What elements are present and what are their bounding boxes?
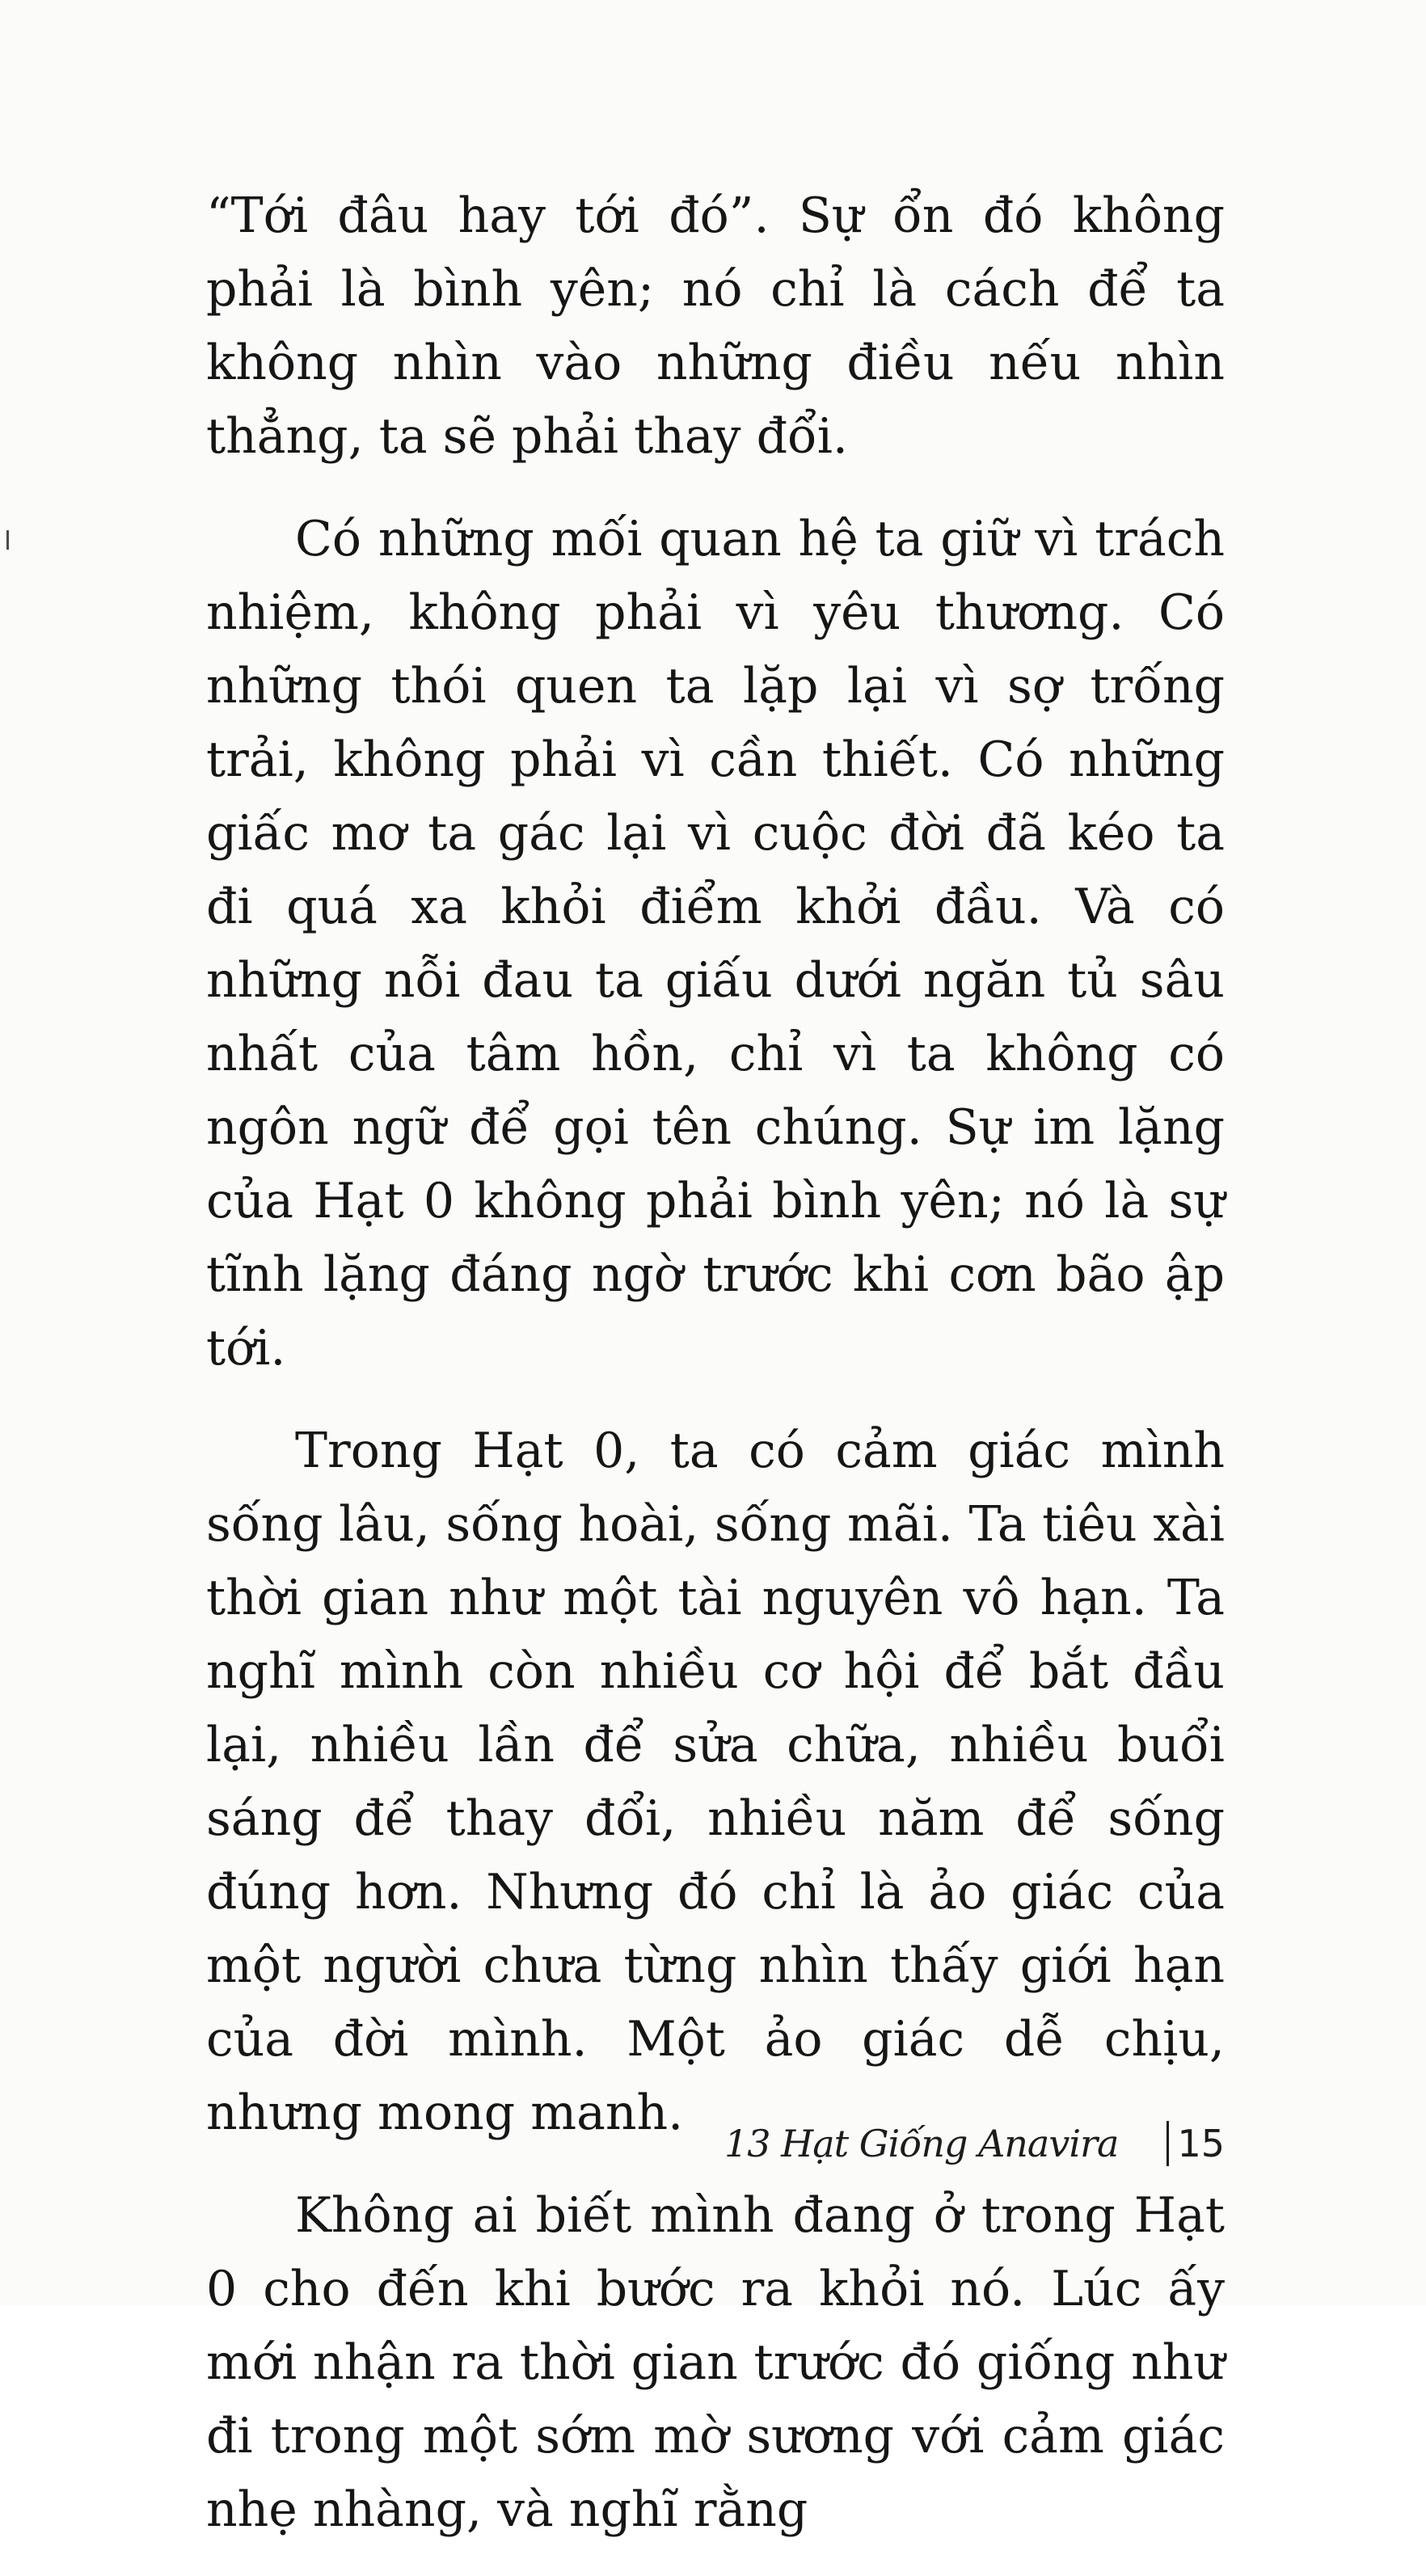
paragraph-2: Có những mối quan hệ ta giữ vì trách nhiệm, không phải vì yêu thương. Có những thói quen ta lặp lại vì sợ trống trải, không phải vì cần thiết. Có những giấc mơ ta gác lại vì cuộc đời đã kéo ta đi quá xa khỏi điểm khởi đầu. Và có những nỗi đau ta giấu dưới ngăn tủ sâu nhất của tâm hồn, chỉ vì ta không có ngôn ngữ để gọi tên chúng. Sự im lặng của Hạt 0 không phải bình yên; nó là sự tĩnh lặng đáng ngờ trước khi cơn bão ập tới. — [206, 511, 1225, 1377]
paragraph-1: “Tới đâu hay tới đó”. Sự ổn đó không phải là bình yên; nó chỉ là cách để ta không nhìn vào những điều nếu nhìn thẳng, ta sẽ phải thay đổi. — [206, 188, 1225, 465]
paragraph-3: Trong Hạt 0, ta có cảm giác mình sống lâu, sống hoài, sống mãi. Ta tiêu xài thời gian như một tài nguyên vô hạn. Ta nghĩ mình còn nhiều cơ hội để bắt đầu lại, nhiều lần để sửa chữa, nhiều buổi sáng để thay đổi, nhiều năm để sống đúng hơn. Nhưng đó chỉ là ảo giác của một người chưa từng nhìn thấy giới hạn của đời mình. Một ảo giác dễ chịu, nhưng mong manh. — [206, 1423, 1225, 2141]
page-footer — [687, 2111, 1225, 2176]
running-book-title: 13 Hạt Giống Anavira — [724, 2122, 1119, 2165]
page-edge-mark — [6, 530, 9, 550]
body-text — [206, 179, 1225, 2576]
page-number: 15 — [1177, 2122, 1225, 2165]
footer-divider — [1167, 2121, 1169, 2166]
paragraph-4: Không ai biết mình đang ở trong Hạt 0 cho đến khi bước ra khỏi nó. Lúc ấy mới nhận ra thời gian trước đó giống như đi trong một sớm mờ sương với cảm giác nhẹ nhàng, và nghĩ rằng — [206, 2187, 1225, 2538]
